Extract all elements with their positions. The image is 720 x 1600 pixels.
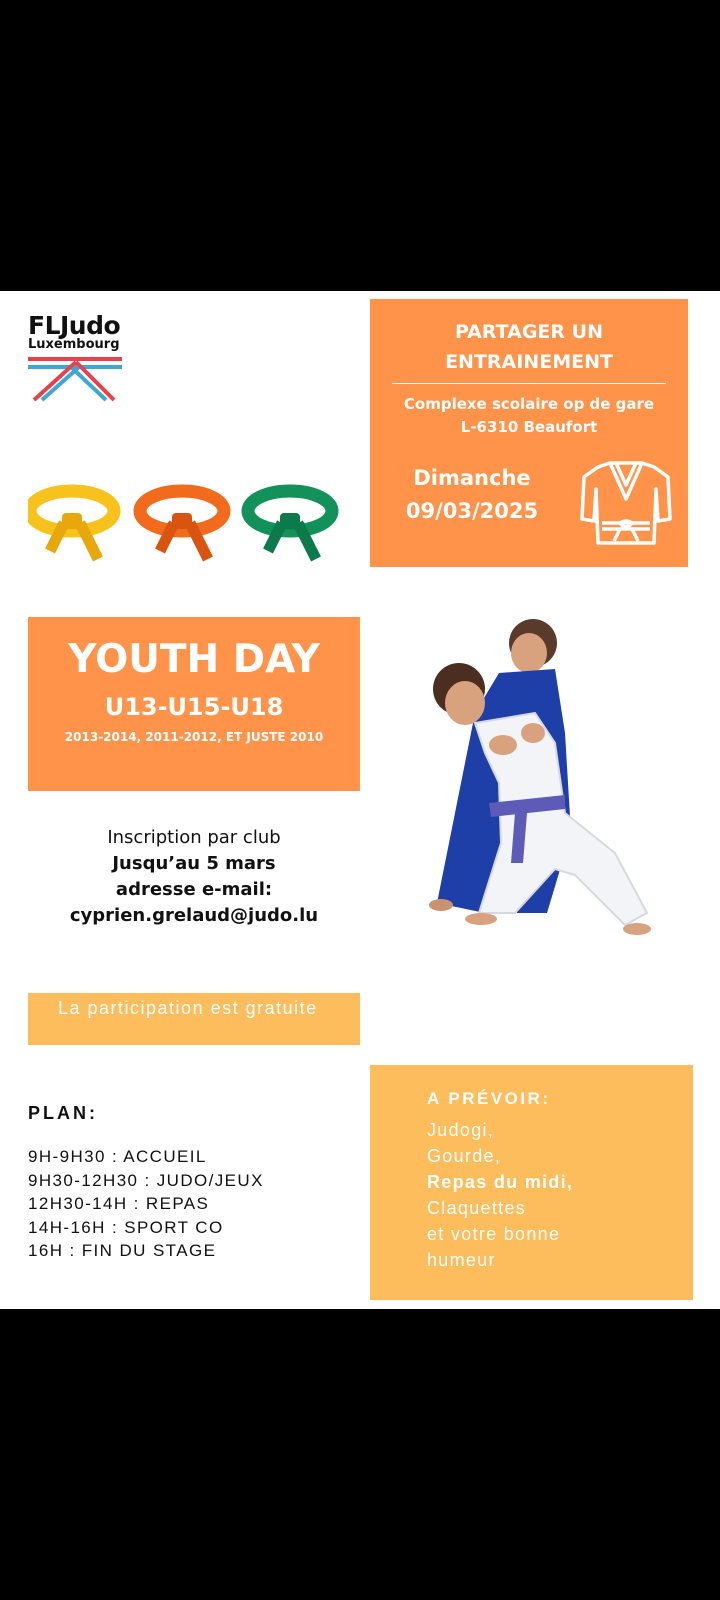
youth-day-box <box>28 617 360 791</box>
judokas-photo <box>415 613 675 955</box>
logo-country: Luxembourg <box>28 337 120 352</box>
event-title-line1: PARTAGER UN <box>454 321 603 343</box>
schedule-title: PLAN: <box>28 1103 98 1123</box>
registration-line1: Inscription par club <box>107 827 281 848</box>
schedule-item: 12H30-14H : REPAS <box>28 1194 210 1213</box>
yellow-belt-icon <box>30 491 114 559</box>
logo-stripes-icon <box>28 356 122 402</box>
event-info-box <box>370 299 688 567</box>
bring-item: humeur <box>427 1250 496 1270</box>
bring-item: Claquettes <box>427 1198 527 1218</box>
divider <box>392 383 666 384</box>
green-belt-icon <box>248 491 332 559</box>
what-to-bring-title: A PRÉVOIR: <box>427 1089 551 1108</box>
schedule-item: 9H30-12H30 : JUDO/JEUX <box>28 1170 264 1190</box>
event-title <box>370 317 688 377</box>
event-date-value: 09/03/2025 <box>405 499 539 523</box>
address-line2: L-6310 Beaufort <box>460 418 598 436</box>
bring-item: et votre bonne <box>427 1224 561 1244</box>
birth-years: 2013-2014, 2011-2012, ET JUSTE 2010 <box>64 730 324 744</box>
participation-text: La participation est gratuite <box>58 998 318 1018</box>
participation-banner <box>28 993 360 1045</box>
event-day: Dimanche <box>413 466 531 490</box>
fljudo-logo <box>28 313 122 402</box>
schedule-item: 14H-16H : SPORT CO <box>28 1217 224 1237</box>
logo-name: FLJudo <box>28 311 121 340</box>
registration-deadline: Jusqu’au 5 mars <box>112 853 276 874</box>
bring-item: Gourde, <box>427 1146 502 1166</box>
belts-illustration <box>28 481 348 563</box>
event-date <box>392 462 552 528</box>
age-categories: U13-U15-U18 <box>104 693 284 721</box>
bring-item: Judogi, <box>427 1120 495 1140</box>
event-poster <box>0 291 720 1309</box>
judogi-icon <box>580 459 672 547</box>
schedule-item: 16H : FIN DU STAGE <box>28 1241 217 1260</box>
orange-belt-icon <box>140 491 224 559</box>
bring-item: Repas du midi, <box>427 1172 574 1192</box>
address-line1: Complexe scolaire op de gare <box>403 395 655 413</box>
event-address <box>370 393 688 439</box>
event-title-line2: ENTRAINEMENT <box>445 351 613 373</box>
registration-email: cyprien.grelaud@judo.lu <box>69 905 319 926</box>
registration-email-label: adresse e-mail: <box>115 879 273 900</box>
youth-day-title: YOUTH DAY <box>68 637 320 682</box>
schedule-item: 9H-9H30 : ACCUEIL <box>28 1147 207 1166</box>
what-to-bring-list <box>427 1117 687 1273</box>
registration-info <box>28 825 360 929</box>
schedule <box>28 1101 348 1263</box>
what-to-bring-box <box>370 1065 693 1300</box>
